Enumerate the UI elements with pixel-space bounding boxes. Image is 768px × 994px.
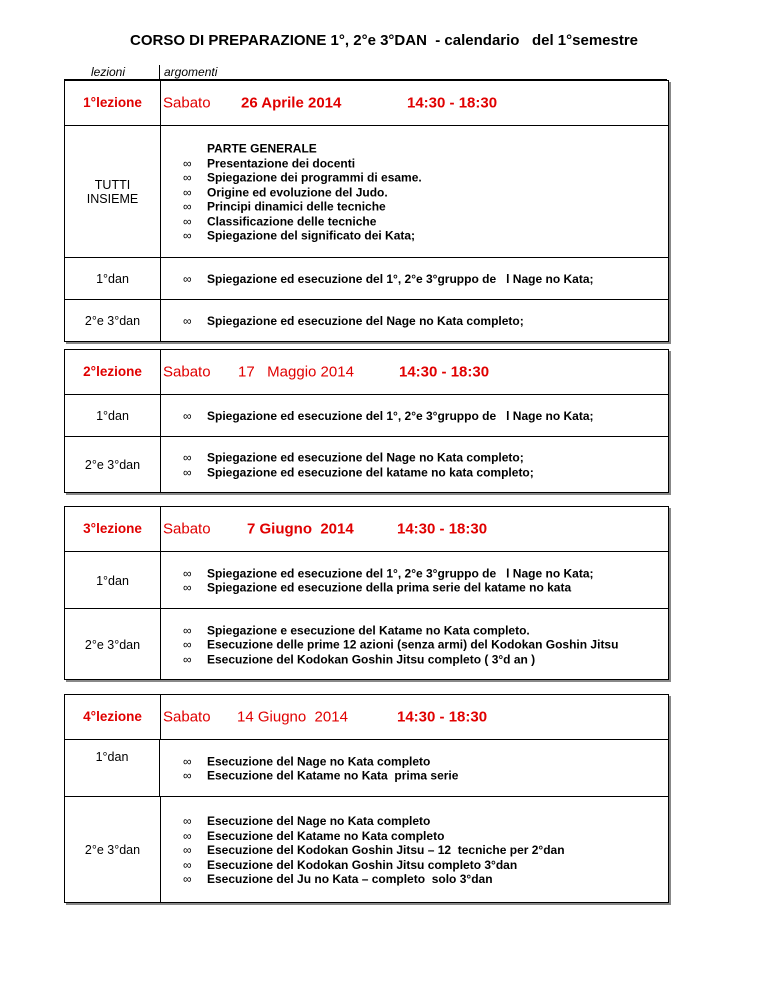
lesson-label: 1°lezione xyxy=(83,95,142,110)
list-item: ∞ Esecuzione del Kodokan Goshin Jitsu completo 3°dan xyxy=(183,857,518,872)
group-row xyxy=(65,257,668,300)
lesson-day: Sabato xyxy=(163,520,211,538)
bullet-icon: ∞ xyxy=(183,313,192,328)
bullet-icon: ∞ xyxy=(183,271,192,286)
lesson-day: Sabato xyxy=(163,94,211,112)
group-row xyxy=(65,436,668,493)
topic-list xyxy=(161,314,668,329)
list-item: ∞ Spiegazione del significato dei Kata; xyxy=(183,228,416,243)
list-item: ∞ Spiegazione ed esecuzione del 1°, 2°e 3°gruppo de l Nage no Kata; xyxy=(183,566,594,580)
list-item: ∞ Principi dinamici delle tecniche xyxy=(183,199,386,214)
list-item: ∞ Esecuzione del Kodokan Goshin Jitsu – 12 tecniche per 2°dan xyxy=(183,842,565,857)
bullet-icon: ∞ xyxy=(183,580,192,595)
bullet-icon: ∞ xyxy=(183,184,192,199)
group-heading: PARTE GENERALE xyxy=(207,141,317,156)
topic-list xyxy=(161,141,668,243)
bullet-icon: ∞ xyxy=(183,828,192,843)
lesson-date: 7 Giugno 2014 xyxy=(247,520,354,538)
list-item: ∞ Spiegazione dei programmi di esame. xyxy=(183,170,422,185)
list-item: ∞ Presentazione dei docenti xyxy=(183,155,356,170)
lesson-2-info-row xyxy=(65,350,668,394)
group-row xyxy=(65,125,668,258)
document-title: CORSO DI PREPARAZIONE 1°, 2°e 3°DAN - calendario del 1°semestre xyxy=(129,32,639,49)
list-item: ∞ Origine ed evoluzione del Judo. xyxy=(183,184,388,199)
lesson-1-info-row xyxy=(65,81,668,125)
list-item: ∞ Esecuzione del Katame no Kata completo xyxy=(183,828,445,843)
group-label: 2°e 3°dan xyxy=(65,797,161,903)
bullet-icon: ∞ xyxy=(183,566,192,580)
lesson-4-table xyxy=(64,694,669,903)
lesson-label: 2°lezione xyxy=(83,364,142,379)
list-item: ∞ Spiegazione ed esecuzione del katame no kata completo; xyxy=(183,465,534,479)
list-item: ∞ Spiegazione ed esecuzione della prima serie del katame no kata xyxy=(183,580,572,595)
lesson-date: 26 Aprile 2014 xyxy=(241,94,342,112)
bullet-icon: ∞ xyxy=(183,622,192,637)
list-item: ∞ Esecuzione del Katame no Kata prima serie xyxy=(183,768,459,783)
group-label: 1°dan xyxy=(65,740,160,797)
group-label: 1°dan xyxy=(65,395,161,437)
bullet-icon: ∞ xyxy=(183,637,192,652)
lesson-label: 3°lezione xyxy=(83,521,142,536)
lesson-3-info-row xyxy=(65,507,668,551)
lesson-date: 17 Maggio 2014 xyxy=(238,363,354,381)
topic-list xyxy=(161,272,668,287)
group-label: 2°e 3°dan xyxy=(65,609,161,680)
header-argomenti: argomenti xyxy=(164,65,218,79)
group-row xyxy=(65,796,668,903)
header-divider xyxy=(159,65,160,79)
list-item: ∞ Esecuzione del Kodokan Goshin Jitsu completo ( 3°d an ) xyxy=(183,651,536,666)
group-label: 2°e 3°dan xyxy=(65,300,161,342)
list-item: ∞ Esecuzione del Ju no Kata – completo solo 3°dan xyxy=(183,871,493,886)
group-row xyxy=(65,739,668,797)
bullet-icon: ∞ xyxy=(183,871,192,886)
group-row xyxy=(65,608,668,680)
topic-list xyxy=(161,451,668,480)
list-item: ∞ Spiegazione ed esecuzione del 1°, 2°e 3°gruppo de l Nage no Kata; xyxy=(183,408,594,423)
list-item: ∞ Spiegazione ed esecuzione del 1°, 2°e 3°gruppo de l Nage no Kata; xyxy=(183,271,594,286)
bullet-icon: ∞ xyxy=(183,754,192,768)
lesson-time: 14:30 - 18:30 xyxy=(407,94,498,112)
list-item: ∞ Spiegazione ed esecuzione del Nage no Kata completo; xyxy=(183,450,524,465)
group-row xyxy=(65,551,668,609)
list-item: ∞ Esecuzione del Nage no Kata completo xyxy=(183,813,431,828)
list-item: ∞ Esecuzione del Nage no Kata completo xyxy=(183,754,431,768)
header-lezioni: lezioni xyxy=(91,65,126,79)
topic-list xyxy=(161,623,668,667)
lesson-time: 14:30 - 18:30 xyxy=(399,363,490,381)
group-label: 1°dan xyxy=(65,552,161,609)
bullet-icon: ∞ xyxy=(183,857,192,872)
list-item: ∞ Esecuzione delle prime 12 azioni (senza armi) del Kodokan Goshin Jitsu xyxy=(183,637,619,652)
bullet-icon: ∞ xyxy=(183,170,192,185)
lesson-2-table xyxy=(64,349,669,493)
lesson-day: Sabato xyxy=(163,363,211,381)
list-item: ∞ Classificazione delle tecniche xyxy=(183,213,377,228)
topic-list xyxy=(161,409,668,424)
list-item: ∞ Spiegazione ed esecuzione del Nage no Kata completo; xyxy=(183,313,524,328)
group-label: TUTTI INSIEME xyxy=(65,126,161,258)
bullet-icon: ∞ xyxy=(183,813,192,828)
bullet-icon: ∞ xyxy=(183,199,192,214)
lesson-time: 14:30 - 18:30 xyxy=(397,708,488,726)
group-row xyxy=(65,394,668,437)
bullet-icon: ∞ xyxy=(183,155,192,170)
lesson-day: Sabato xyxy=(163,708,211,726)
group-label: 1°dan xyxy=(65,258,161,300)
bullet-icon: ∞ xyxy=(183,408,192,423)
bullet-icon: ∞ xyxy=(183,842,192,857)
lesson-label: 4°lezione xyxy=(83,709,142,724)
lesson-1-table xyxy=(64,80,669,342)
lesson-time: 14:30 - 18:30 xyxy=(397,520,488,538)
topic-list xyxy=(161,566,668,595)
bullet-icon: ∞ xyxy=(183,768,192,783)
list-item: ∞ Spiegazione e esecuzione del Katame no Kata completo. xyxy=(183,622,530,637)
lesson-4-info-row xyxy=(65,695,668,739)
bullet-icon: ∞ xyxy=(183,465,192,479)
group-label: 2°e 3°dan xyxy=(65,437,161,493)
topic-list xyxy=(161,814,668,887)
topic-list xyxy=(161,754,668,783)
bullet-icon: ∞ xyxy=(183,213,192,228)
bullet-icon: ∞ xyxy=(183,450,192,465)
lesson-date: 14 Giugno 2014 xyxy=(237,708,348,726)
bullet-icon: ∞ xyxy=(183,228,192,243)
lesson-3-table xyxy=(64,506,669,680)
bullet-icon: ∞ xyxy=(183,651,192,666)
group-row xyxy=(65,299,668,342)
